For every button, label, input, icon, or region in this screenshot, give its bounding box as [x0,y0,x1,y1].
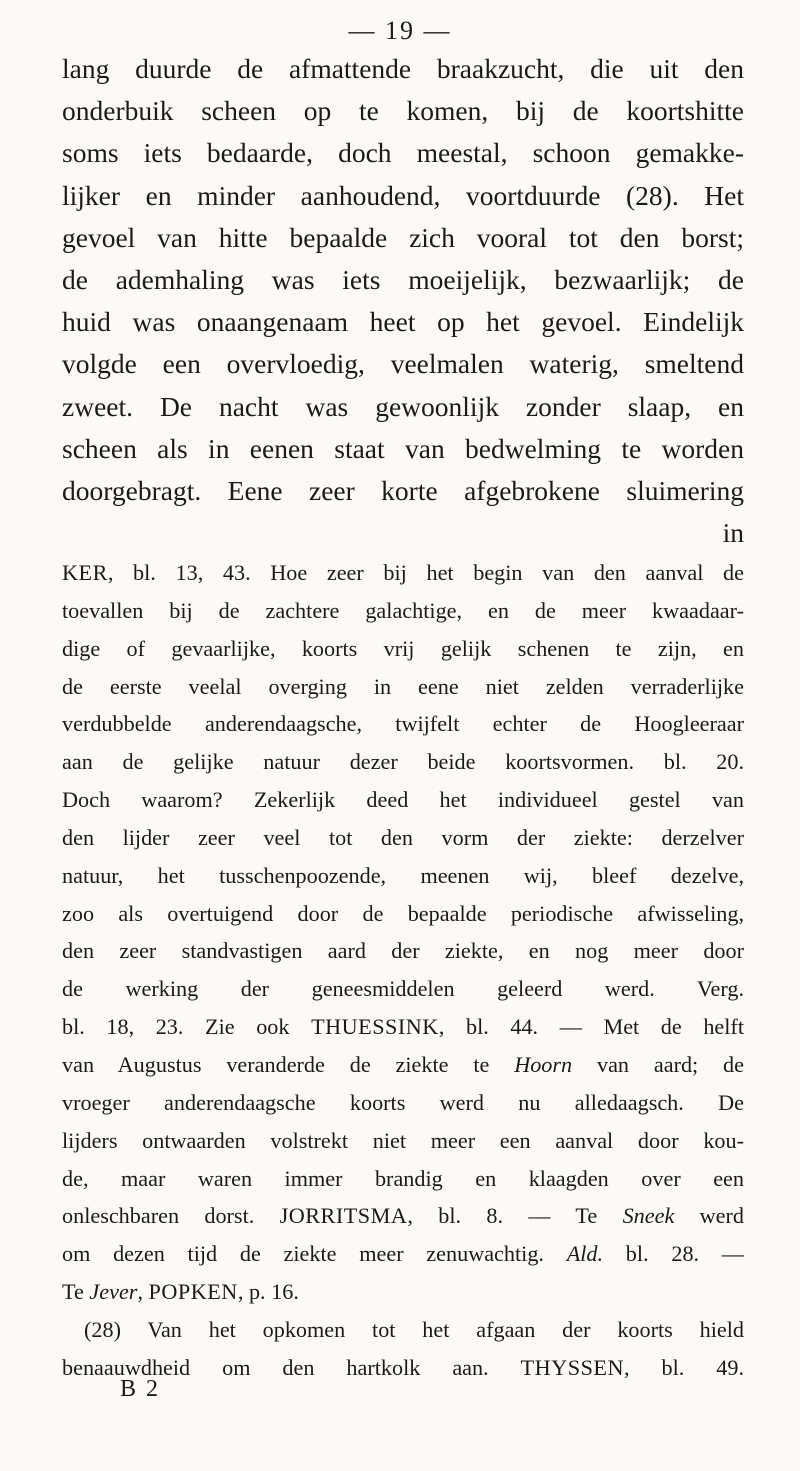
note-line: dige of gevaarlijke, koorts vrij gelijk schenen te zijn, en [62,635,744,661]
text-line: scheen als in eenen staat van bedwelming te worden [62,432,744,464]
place-name: Jever [89,1279,138,1305]
note-line: om dezen tijd de ziekte meer zenuwachtig. Ald. bl. 28. — [62,1241,744,1267]
author-name: POPKEN [148,1279,238,1305]
text-line: huid was onaangenaam heet op het gevoel. Eindelijk [62,306,744,338]
text-line: soms iets bedaarde, doch meestal, schoon gemakke- [62,137,744,169]
place-name: Hoorn [514,1051,573,1077]
abbreviation: Ald. [566,1241,604,1267]
note-line: onleschbaren dorst. JORRITSMA, bl. 8. — Te Sneek werd [62,1203,744,1229]
text-line: gevoel van hitte bepaalde zich vooral tot den borst; [62,221,744,253]
author-name: THUESSINK [311,1014,439,1040]
author-name: JORRITSMA [279,1203,408,1229]
author-name: KER [62,560,108,585]
page-number: — 19 — [348,16,452,45]
note-line: Te Jever, POPKEN, p. 16. [62,1279,299,1305]
note-line: (28) Van het opkomen tot het afgaan der koorts hield [84,1316,744,1342]
text-line: onderbuik scheen op te komen, bij de koortshitte [62,95,744,127]
note-line: de werking der geneesmiddelen geleerd werd. Verg. [62,976,744,1002]
footnotes [62,554,744,1387]
text-line: volgde een overvloedig, veelmalen waterig, smeltend [62,348,744,380]
signature-mark: B 2 [120,1376,161,1402]
note-line: KER, bl. 13, 43. Hoe zeer bij het begin van den aanval de [62,560,744,585]
note-line: natuur, het tusschenpoozende, meenen wij, bleef dezelve, [62,862,744,888]
note-line: van Augustus veranderde de ziekte te Hoorn van aard; de [62,1051,744,1077]
text-line: doorgebragt. Eene zeer korte afgebrokene sluimering [62,475,744,507]
note-line: bl. 18, 23. Zie ook THUESSINK, bl. 44. — Met de helft [62,1014,744,1040]
text-line: lijker en minder aanhoudend, voortduurde (28). Het [62,179,744,211]
catchword: in [722,517,744,549]
note-line: benaauwdheid om den hartkolk aan. THYSSEN, bl. 49. [62,1354,744,1380]
note-line: Doch waarom? Zekerlijk deed het individueel gestel van [62,787,744,813]
text-line: zweet. De nacht was gewoonlijk zonder slaap, en [62,390,744,422]
note-line: verdubbelde anderendaagsche, twijfelt echter de Hoogleeraar [62,711,744,737]
text-line: lang duurde de afmattende braakzucht, die uit den [62,53,744,84]
text-line: de ademhaling was iets moeijelijk, bezwaarlijk; de [62,264,744,296]
note-line: den lijder zeer veel tot den vorm der ziekte: derzelver [62,824,744,850]
place-name: Sneek [622,1203,675,1229]
note-line: lijders ontwaarden volstrekt niet meer een aanval door kou- [62,1127,744,1153]
note-line: de, maar waren immer brandig en klaagden over een [62,1165,744,1191]
note-line: den zeer standvastigen aard der ziekte, en nog meer door [62,938,744,964]
author-name: THYSSEN [520,1354,624,1380]
note-line: vroeger anderendaagsche koorts werd nu alledaagsch. De [62,1089,744,1115]
main-text [62,48,744,554]
note-line: de eerste veelal overging in eene niet zelden verraderlijke [62,673,744,699]
note-line: aan de gelijke natuur dezer beide koortsvormen. bl. 20. [62,749,744,775]
note-line: zoo als overtuigend door de bepaalde periodische afwisseling, [62,900,744,926]
note-line: toevallen bij de zachtere galachtige, en de meer kwaadaar- [62,597,744,623]
